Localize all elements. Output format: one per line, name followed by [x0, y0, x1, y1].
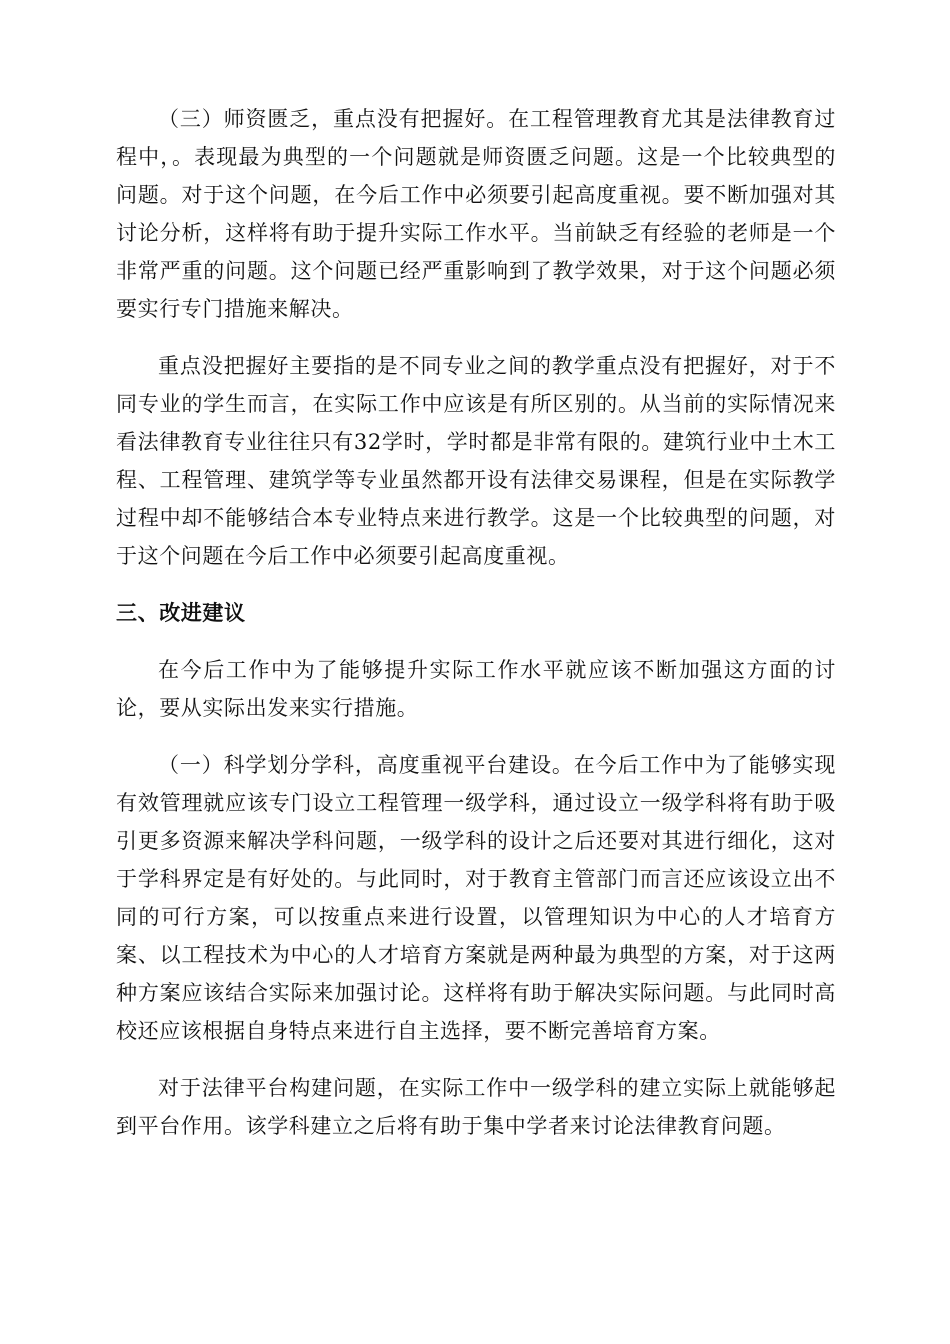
document-page [116, 100, 836, 1145]
paragraph-discipline-division: （一）科学划分学科，高度重视平台建设。在今后工作中为了能够实现有效管理就应该专门设立工程管理一级学科，通过设立一级学科将有助于吸引更多资源来解决学科问题，一级学科的设计之后还要对其进行细化，这对于学科界定是有好处的。与此同时，对于教育主管部门而言还应该设立出不同的可行方案，可以按重点来进行设置，以管理知识为中心的人才培育方案、以工程技术为中心的人才培育方案就是两种最为典型的方案，对于这两种方案应该结合实际来加强讨论。这样将有助于解决实际问题。与此同时高校还应该根据自身特点来进行自主选择，要不断完善培育方案。 [116, 753, 836, 1043]
paragraph-faculty-shortage: （三）师资匮乏，重点没有把握好。在工程管理教育尤其是法律教育过程中，。表现最为典型的一个问题就是师资匮乏问题。这是一个比较典型的问题。对于这个问题，在今后工作中必须要引起高度重视。要不断加强对其讨论分析，这样将有助于提升实际工作水平。当前缺乏有经验的老师是一个非常严重的问题。这个问题已经严重影响到了教学效果，对于这个问题必须要实行专门措施来解决。 [116, 107, 836, 321]
paragraph-legal-platform: 对于法律平台构建问题，在实际工作中一级学科的建立实际上就能够起到平台作用。该学科建立之后将有助于集中学者来讨论法律教育问题。 [116, 1076, 836, 1138]
paragraph-teaching-focus: 重点没把握好主要指的是不同专业之间的教学重点没有把握好，对于不同专业的学生而言，在实际工作中应该是有所区别的。从当前的实际情况来看法律教育专业往往只有32学时，学时都是非常有限的。建筑行业中土木工程、工程管理、建筑学等专业虽然都开设有法律交易课程，但是在实际教学过程中却不能够结合本专业特点来进行教学。这是一个比较典型的问题，对于这个问题在今后工作中必须要引起高度重视。 [116, 354, 836, 568]
section-heading-improvement: 三、改进建议 [116, 600, 246, 625]
paragraph-improvement-intro: 在今后工作中为了能够提升实际工作水平就应该不断加强这方面的讨论，要从实际出发来实行措施。 [116, 658, 836, 720]
